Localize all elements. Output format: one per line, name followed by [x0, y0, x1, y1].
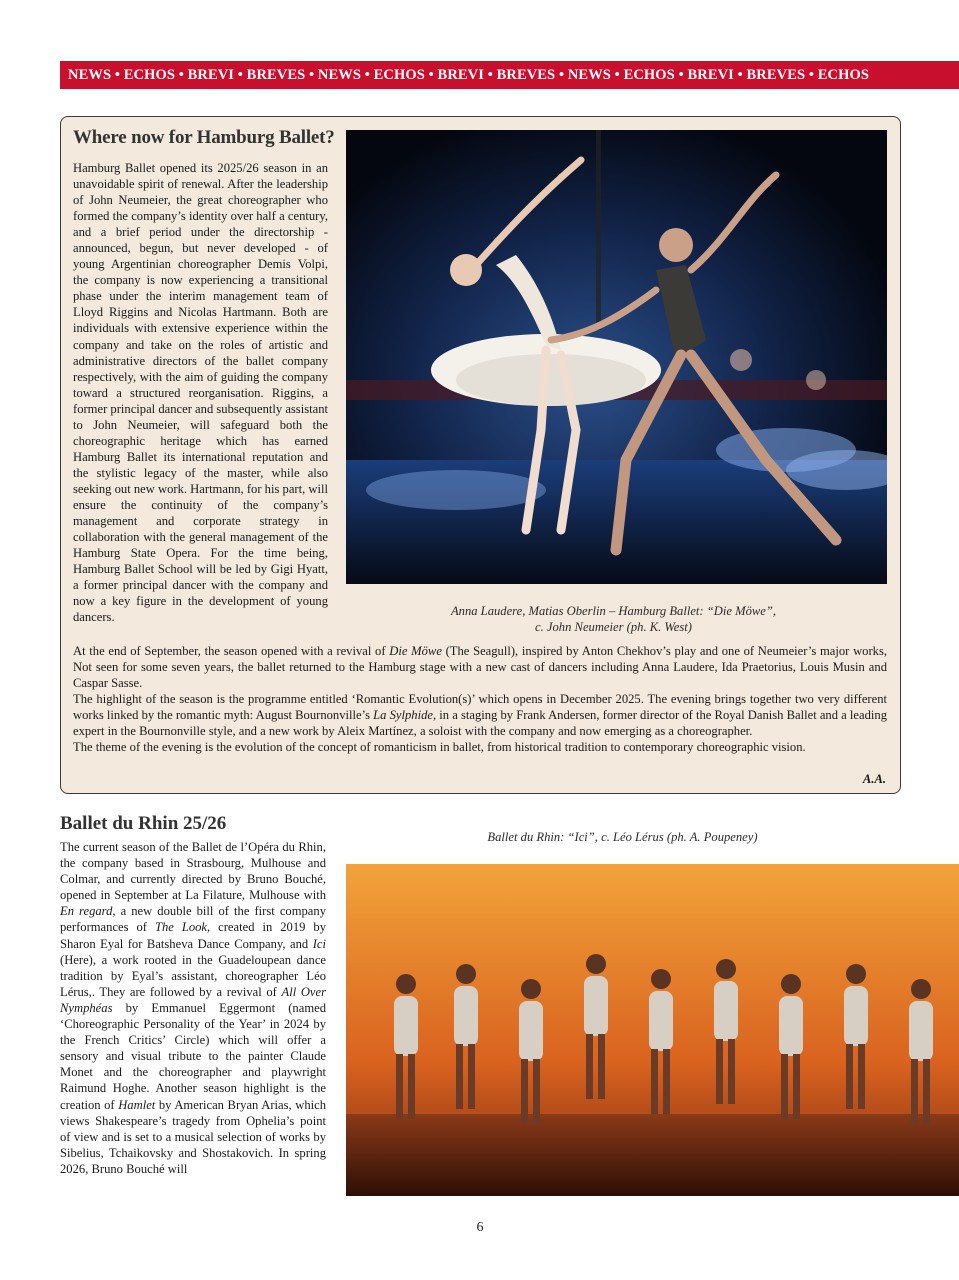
text-run: (Here), a work rooted in the Guadeloupean dance tradition by Eyal’s assistant, choreographer Léo Lérus,. They are followed by a revival of: [60, 952, 326, 999]
article-paragraph: [73, 691, 887, 739]
text-run: The current season of the Ballet de l’Opéra du Rhin, the company based in Strasbourg, Mulhouse and Colmar, and currently directed by Bruno Bouché, opened in September at La Filature, Mulhouse with: [60, 840, 326, 903]
work-title: Ici: [312, 936, 326, 951]
photo-caption-hamburg: [346, 603, 881, 635]
text-run: (The Seagull), inspired by Anton Chekhov’s play and one of Neumeier’s major works, Not seen for some seven years, the ballet returned to the Hamburg stage with a new cast of dancers including Anna Laudere, Ida Praetorius, Louis Musin and Caspar Sasse.: [73, 644, 888, 691]
article-body-hamburg-full: [73, 643, 887, 755]
work-title: All Over Nymphéas: [60, 984, 327, 1015]
article-title-rhin: Ballet du Rhin 25/26: [60, 813, 227, 834]
article-paragraph: The theme of the evening is the evolution of the concept of romanticism in ballet, from historical tradition to contemporary choreographic vision.: [73, 740, 806, 755]
caption-line: Anna Laudere, Matias Oberlin – Hamburg Ballet: “Die Möwe”,: [450, 604, 777, 618]
page-number: 6: [476, 1220, 484, 1235]
work-title: En regard: [60, 904, 113, 919]
photo-die-mowe: [346, 130, 887, 584]
work-title: Die Möwe: [389, 644, 442, 658]
photo-caption-rhin: Ballet du Rhin: “Ici”, c. Léo Lérus (ph. A. Poupeney): [487, 830, 758, 844]
author-signature: A.A.: [862, 772, 886, 786]
article-column-hamburg: [73, 160, 328, 625]
text-run: , created in 2019 by Sharon Eyal for Batsheva Dance Company, and: [60, 920, 326, 951]
work-title: La Sylphide: [373, 708, 433, 723]
text-run: by Emmanuel Eggermont (named ‘Choreographic Personality of the Year’ in 2024 by the French Critics’ Circle) which will offer a sensory and visual tribute to the painter Claude Monet and the choreographer and playwright Raimund Hoghe. Another season highlight is the creation of: [60, 1000, 326, 1112]
article-title-hamburg: Where now for Hamburg Ballet?: [73, 127, 335, 148]
text-run: At the end of September, the season opened with a revival of: [73, 644, 390, 658]
text-run: , in a staging by Frank Andersen, former director of the Royal Danish Ballet and a leading expert in the Bournonville style, and a new work by Aleix Martínez, a soloist with the company and now emerging as a choreographer.: [73, 708, 887, 739]
article-paragraph: Hamburg Ballet opened its 2025/26 season in an unavoidable spirit of renewal. After the leadership of John Neumeier, the great choreographer who formed the company’s identity over half a century, and a brief period under the directorship - announced, begun, but never developed - of young Argentinian choreographer Demis Volpi, the company is now experiencing a transitional phase under the interim management team of Lloyd Riggins and Nicolas Hartmann. Both are individuals with extensive experience within the company and take on the roles of artistic and administrative directors of the ballet company respectively, with the aim of guiding the company toward a structured reorganisation. Riggins, a former principal dancer and subsequently assistant to John Neumeier, will safeguard both the choreographic heritage which has earned Hamburg Ballet its international reputation and the stylistic legacy of the master, while also seeking out new work. Hartmann, for his part, will ensure the continuity of the company’s management and corporate strategy in collaboration with the general management of the Hamburg State Opera. For the time being, Hamburg Ballet School will be led by Gigi Hyatt, a former principal dancer with the company and now a key figure in the development of young dancers.: [73, 161, 328, 625]
text-run: , a new double bill of the first company performances of: [60, 904, 326, 935]
text-run: The highlight of the season is the programme entitled ‘Romantic Evolution(s)’ which opens in December 2025. The evening brings together two very different works linked by the romantic myth: August Bournonville’s: [73, 692, 887, 723]
article-column-rhin: [60, 839, 326, 1177]
article-paragraph: [60, 839, 326, 1177]
work-title: Hamlet: [118, 1097, 156, 1112]
dancers-group-illustration: [346, 864, 959, 1196]
news-banner: NEWS • ECHOS • BREVI • BREVES • NEWS • ECHOS • BREVI • BREVES • NEWS • ECHOS • BREVI • BREVES • ECHOS: [60, 61, 959, 89]
article-paragraph: [73, 643, 887, 691]
photo-ici: [346, 864, 959, 1196]
caption-line: c. John Neumeier (ph. K. West): [535, 620, 692, 634]
dancers-photo-illustration: [346, 130, 887, 584]
text-run: by American Bryan Arias, which views Shakespeare’s tragedy from Ophelia’s point of view and is set to a musical selection of works by Sibelius, Tchaikovsky and Shostakovich. In spring 2026, Bruno Bouché will: [60, 1097, 327, 1176]
work-title: The Look: [154, 920, 208, 935]
